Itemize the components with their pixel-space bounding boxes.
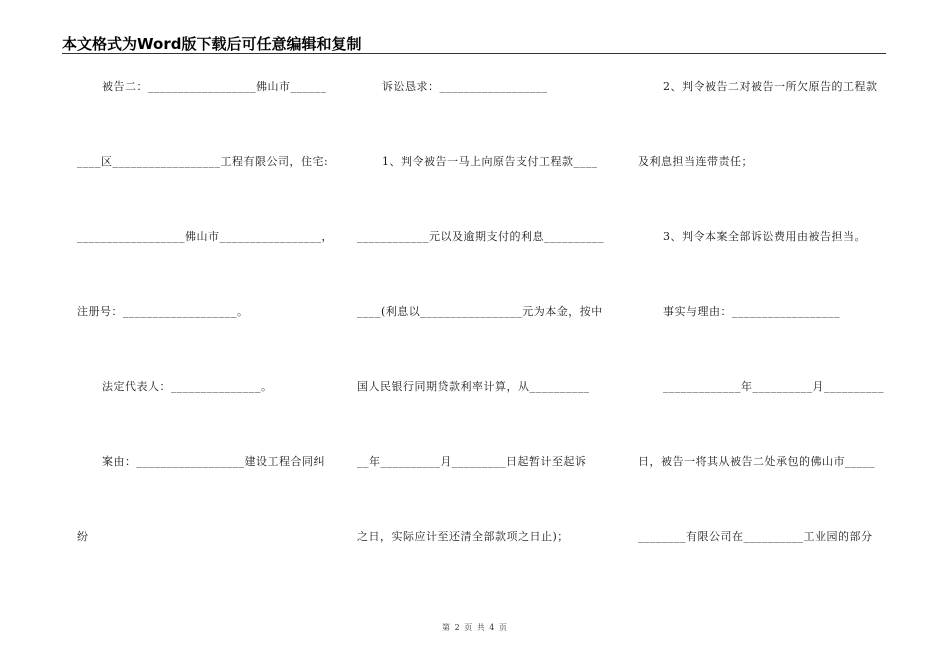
col1-line-3: __________________佛山市_________________，	[77, 230, 333, 243]
col1-line-5: 法定代表人：_______________。	[102, 380, 273, 393]
col1-line-4: 注册号：___________________。	[77, 305, 249, 318]
col3-line-6: 日，被告一将其从被告二处承包的佛山市_____	[638, 455, 875, 468]
header-divider	[62, 53, 886, 54]
page-number: 第 2 页 共 4 页	[442, 623, 508, 632]
col2-line-4: ____(利息以_________________元为本金，按中	[357, 305, 603, 318]
document-header-title: 本文格式为Word版下载后可任意编辑和复制	[62, 35, 362, 53]
col2-line-7: 之日，实际应计至还清全部款项之日止)；	[357, 530, 569, 543]
col3-line-4: 事实与理由：__________________	[663, 305, 840, 318]
col2-line-6: __年__________月_________日起暂计至起诉	[357, 455, 587, 468]
col3-line-1: 2、判令被告二对被告一所欠原告的工程款	[663, 80, 878, 93]
col1-line-2: ____区__________________工程有限公司，住宅:	[77, 155, 329, 168]
col1-line-1: 被告二：__________________佛山市______	[102, 80, 327, 93]
col3-line-7: ________有限公司在__________工业园的部分	[638, 530, 873, 543]
col1-line-6: 案由：__________________建设工程合同纠	[102, 455, 325, 468]
col1-line-7: 纷	[77, 530, 89, 543]
col2-line-1: 诉讼恳求：__________________	[382, 80, 548, 93]
col2-line-5: 国人民银行同期贷款利率计算，从__________	[357, 380, 590, 393]
col3-line-3: 3、判令本案全部诉讼费用由被告担当。	[663, 230, 866, 243]
col2-line-3: ____________元以及逾期支付的利息__________	[357, 230, 604, 243]
col2-line-2: 1、判令被告一马上向原告支付工程款____	[382, 155, 598, 168]
col3-line-2: 及利息担当连带责任；	[638, 155, 753, 168]
col3-line-5: _____________年__________月__________	[663, 380, 884, 393]
